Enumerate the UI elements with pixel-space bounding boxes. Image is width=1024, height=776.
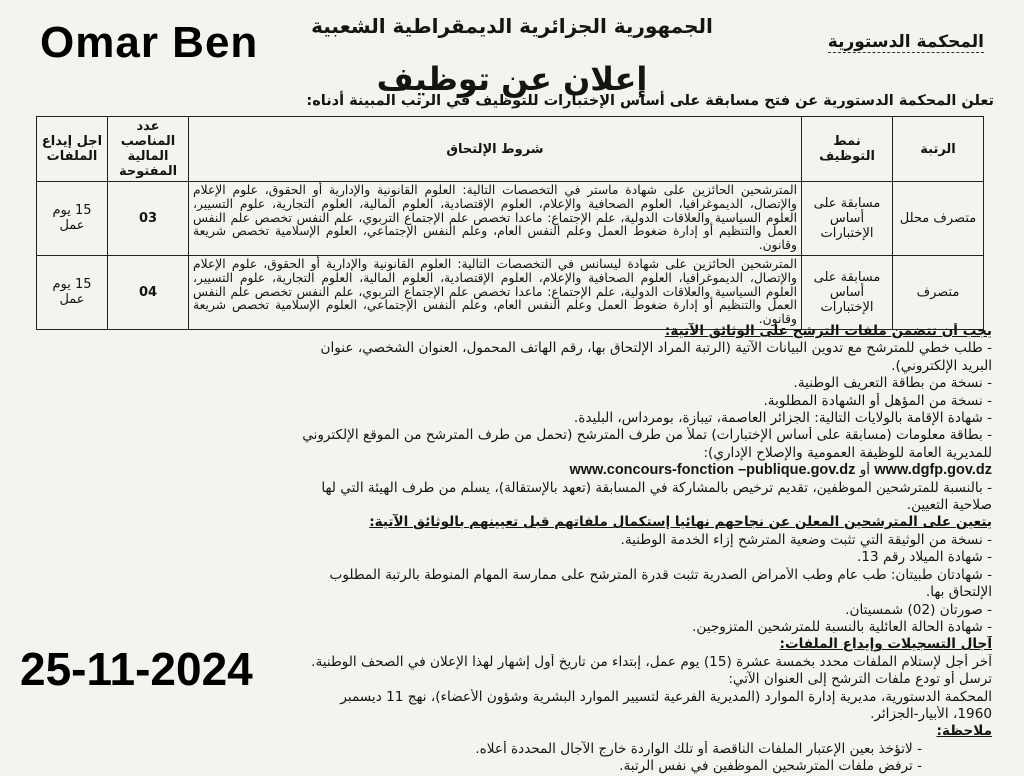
list-item: - نسخة من بطاقة التعريف الوطنية.	[793, 375, 992, 392]
documents-heading: يجب أن تتضمن ملفات الترشح على الوثائق الآتية:	[664, 323, 992, 339]
table-row	[37, 182, 984, 256]
list-item: - نسخة من الوثيقة التي تثبت وضعية المترشح إزاء الخدمة الوطنية.	[620, 531, 992, 548]
row-positions: 04	[108, 255, 189, 329]
successful-heading: يتعين على المترشحين المعلن عن نجاحهم نهائيا إستكمال ملفاتهم قبل تعيينهم بالوثائق الآتية:	[369, 514, 992, 531]
row-conditions: المترشحين الحائزين على شهادة ليسانس في التخصصات التالية: العلوم القانونية والإدارية أو الحقوق، علوم الإعلام والإتصال، الديموغرافيا، العلوم الصحافية والإعلام، العلوم الإقتصادية، العلوم المالية، العلوم التجارية، علوم التسيير، العلوم السياسية والعلاقات الدولية، علم الإجتماع: ماعدا تخصص علم الإجتماع التربوي، علم النفس تخصص علم النفس العمل والتنظيم أو إدارة ضغوط العمل وعلم النفس العام، وعلم النفس الإجتماعي، العلوم الإسلامية تخصص شريعة وقانون.	[189, 255, 802, 329]
court-name: المحكمة الدستورية	[827, 32, 984, 52]
list-item: 1960، الأبيار-الجزائر.	[870, 705, 992, 722]
row-positions: 03	[108, 182, 189, 256]
list-item: - نسخة من المؤهل أو الشهادة المطلوبة.	[763, 392, 992, 409]
list-item: ترسل أو تودع ملفات الترشح إلى العنوان الآتي:	[728, 671, 992, 688]
list-item: المحكمة الدستورية، مديرية إدارة الموارد (المديرية الفرعية لتسيير الموارد البشرية وشؤون الأعضاء)، نهج 11 ديسمبر	[340, 688, 992, 705]
header-mode: نمط التوظيف	[802, 117, 893, 182]
header-rank: الرتبة	[893, 117, 984, 182]
header-positions: عدد المناصب المالية المفتوحة	[108, 117, 189, 182]
announcement-body	[32, 323, 992, 776]
list-item: - شهادة الحالة العائلية بالنسبة للمترشحين المتزوجين.	[692, 618, 992, 635]
list-item: آخر أجل لإستلام الملفات محدد بخمسة عشرة (15) يوم عمل، إبتداء من تاريخ أول إشهار لهذا الإعلان في الصحف الوطنية.	[311, 653, 992, 670]
registration-heading: آجال التسجيلات وإيداع الملفات:	[779, 636, 992, 653]
list-item: - ترفض ملفات المترشحين الموظفين في نفس الرتبة.	[619, 758, 922, 775]
link-concours[interactable]: www.concours-fonction –publique.gov.dz	[569, 462, 856, 479]
list-item: صلاحية التعيين.	[906, 497, 992, 514]
notes-heading: ملاحظة:	[936, 723, 992, 740]
list-item: - بالنسبة للمترشحين الموظفين، تقديم ترخيص بالمشاركة في المسابقة (تعهد بالإستقالة)، يسلم من طرف الهيئة التي لها	[321, 479, 992, 496]
list-item: - شهادة الإقامة بالولايات التالية: الجزائر العاصمة، تيبازة، بومرداس، البليدة.	[573, 410, 992, 427]
table-row	[37, 255, 984, 329]
row-deadline: 15 يوم عمل	[37, 182, 108, 256]
header-conditions: شروط الإلتحاق	[189, 117, 802, 182]
row-rank: متصرف	[893, 255, 984, 329]
list-item: - لاتؤخذ بعين الإعتبار الملفات الناقصة أو تلك الواردة خارج الآجال المحددة أعلاه.	[475, 740, 922, 757]
row-rank: متصرف محلل	[893, 182, 984, 256]
republic-header: الجمهورية الجزائرية الديمقراطية الشعبية	[311, 14, 713, 38]
list-item: - صورتان (02) شمسيتان.	[845, 601, 992, 618]
watermark-date: 25-11-2024	[20, 643, 253, 695]
list-item: - بطاقة معلومات (مسابقة على أساس الإختبارات) تملأ من طرف المترشح (تحمل من طرف المترشح من الموقع الإلكتروني	[302, 427, 992, 444]
watermark-name: Omar Ben	[40, 18, 259, 67]
announcement-title: إعلان عن توظيف	[376, 60, 648, 98]
list-item: للمديرية العامة للوظيفة العمومية والإصلاح الإداري):	[703, 444, 992, 461]
header-deadline: اجل إيداع الملفات	[37, 117, 108, 182]
list-item: الإلتحاق بها.	[925, 584, 992, 601]
announcement-intro: تعلن المحكمة الدستورية عن فتح مسابقة على أساس الإختبارات للتوظيف في الرتب المبينة أدناه:	[306, 93, 994, 109]
website-links	[32, 462, 992, 479]
list-item: - طلب خطي للمترشح مع تدوين البيانات الآتية (الرتبة المراد الإلتحاق بها، رقم الهاتف المحمول، العنوان الشخصي، عنوان	[320, 340, 992, 357]
links-separator: أو	[859, 462, 871, 479]
list-item: البريد الإلكتروني).	[891, 357, 992, 374]
row-deadline: 15 يوم عمل	[37, 255, 108, 329]
table-header-row	[37, 117, 984, 182]
list-item: - شهادتان طبيتان: طب عام وطب الأمراض الصدرية تثبت قدرة المترشح على ممارسة المهام المنوطة بالرتبة المطلوب	[329, 566, 992, 583]
row-conditions: المترشحين الحائزين على شهادة ماستر في التخصصات التالية: العلوم القانونية والإدارية أو الحقوق، علوم الإعلام والإتصال، الديموغرافيا، العلوم الصحافية والإعلام، العلوم الإقتصادية، العلوم المالية، العلوم التجارية، علوم التسيير، العلوم السياسية والعلاقات الدولية، علم الإجتماع: ماعدا تخصص علم الإجتماع التربوي، علم النفس تخصص علم النفس العمل والتنظيم أو إدارة ضغوط العمل وعلم النفس العام، وعلم النفس الإجتماعي، العلوم الإسلامية تخصص شريعة وقانون.	[189, 182, 802, 256]
list-item: - شهادة الميلاد رقم 13.	[857, 549, 992, 566]
row-mode: مسابقة على أساس الإختبارات	[802, 255, 893, 329]
positions-table	[36, 116, 984, 330]
link-dgfp[interactable]: www.dgfp.gov.dz	[874, 462, 992, 479]
row-mode: مسابقة على أساس الإختبارات	[802, 182, 893, 256]
